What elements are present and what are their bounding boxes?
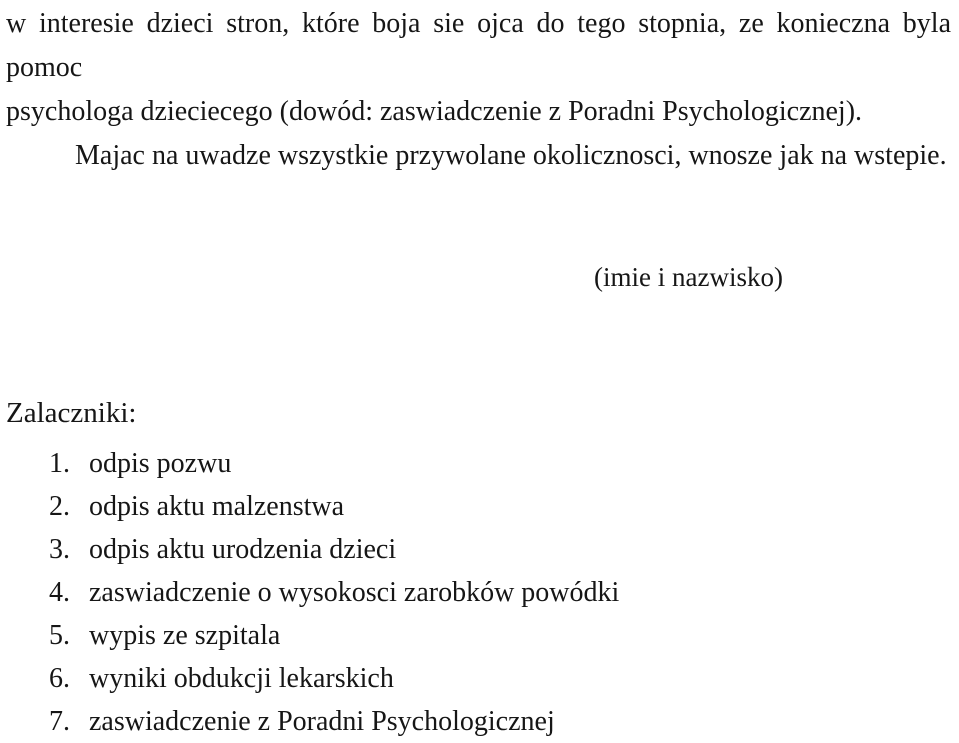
attachment-item-text: wypis ze szpitala xyxy=(89,620,281,651)
attachment-item xyxy=(6,657,951,700)
attachment-item-number: 3. xyxy=(49,534,70,565)
attachment-item-number: 5. xyxy=(49,620,70,651)
body-paragraph-line: psychologa dzieciecego (dowód: zaswiadczenie z Poradni Psychologicznej). xyxy=(6,96,863,127)
attachments-heading: Zalaczniki: xyxy=(6,397,137,429)
attachment-item-number: 1. xyxy=(49,448,70,479)
attachment-item-text: odpis aktu urodzenia dzieci xyxy=(89,534,397,565)
closing-paragraph: Majac na uwadze wszystkie przywolane okolicznosci, wnosze jak na wstepie. xyxy=(75,140,947,171)
attachment-item xyxy=(6,528,951,571)
attachment-item-number: 2. xyxy=(49,491,70,522)
attachment-item xyxy=(6,571,951,614)
attachment-item xyxy=(6,485,951,528)
attachment-item-text: odpis pozwu xyxy=(89,448,232,479)
attachment-item-number: 6. xyxy=(49,663,70,694)
attachment-item-text: odpis aktu malzenstwa xyxy=(89,491,345,522)
attachment-item-text: zaswiadczenie z Poradni Psychologicznej xyxy=(89,706,555,737)
body-paragraph-line: w interesie dzieci stron, które boja sie ojca do tego stopnia, ze konieczna byla pomoc xyxy=(6,8,951,83)
attachment-item-number: 7. xyxy=(49,706,70,737)
attachment-item-text: wyniki obdukcji lekarskich xyxy=(89,663,394,694)
attachment-item xyxy=(6,700,951,743)
signature-caption: (imie i nazwisko) xyxy=(594,262,783,292)
attachment-item-number: 4. xyxy=(49,577,70,608)
attachment-item xyxy=(6,614,951,657)
attachment-item-text: zaswiadczenie o wysokosci zarobków powódki xyxy=(89,577,620,608)
attachments-list xyxy=(6,442,951,743)
attachment-item xyxy=(6,442,951,485)
